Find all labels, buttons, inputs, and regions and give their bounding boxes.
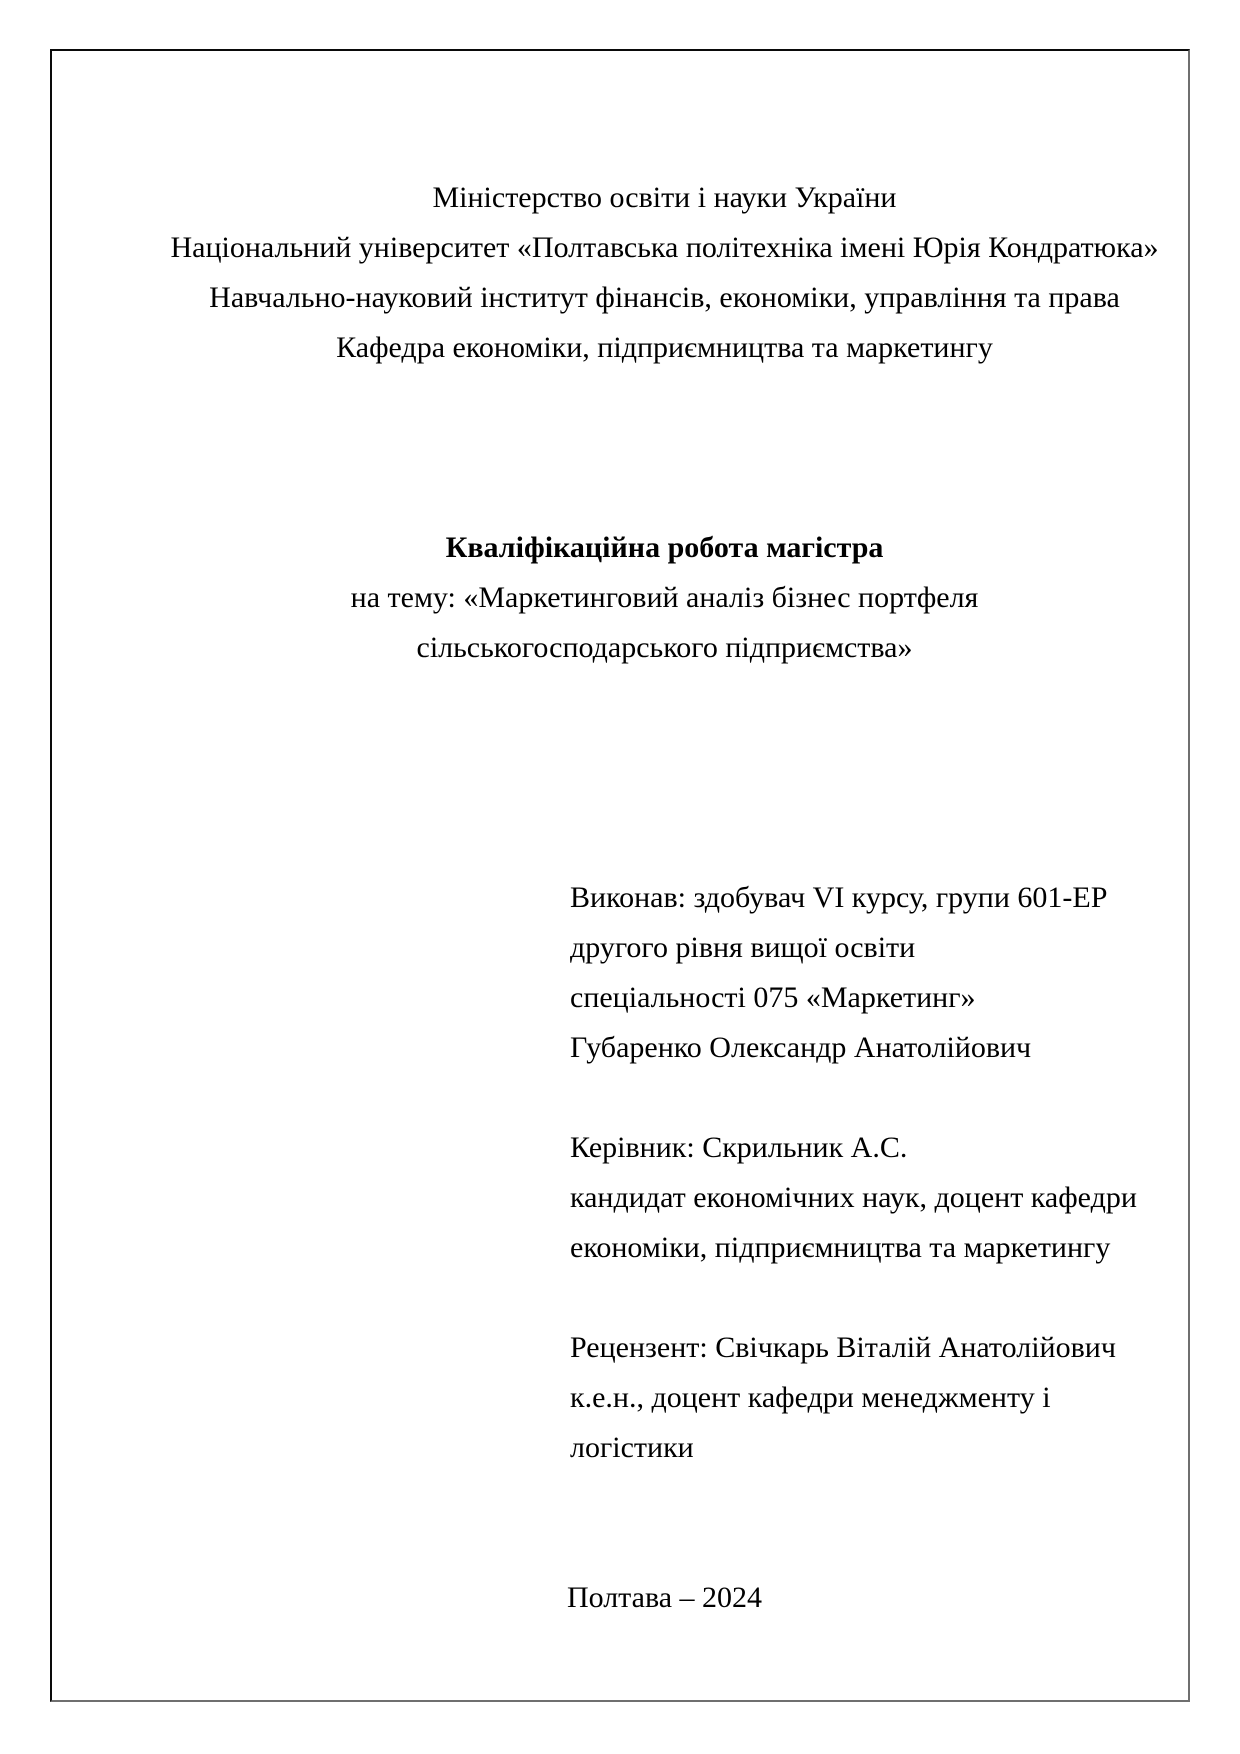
executor-line-1: Виконав: здобувач VI курсу, групи 601-ЕР: [570, 881, 1108, 914]
executor-line-3: спеціальності 075 «Маркетинг»: [570, 981, 976, 1014]
supervisor-paragraph: [570, 1123, 1181, 1273]
thesis-topic-line-2: сільськогосподарського підприємства»: [416, 631, 913, 664]
supervisor-line-1: Керівник: Скрильник А.С.: [570, 1131, 908, 1164]
thesis-title-block: [148, 523, 1181, 673]
executor-line-2: другого рівня вищої освіти: [570, 931, 916, 964]
footer-block: [148, 1573, 1181, 1623]
department-line: Кафедра економіки, підприємництва та маркетингу: [336, 331, 993, 364]
reviewer-line-2: к.е.н., доцент кафедри менеджменту і: [570, 1381, 1051, 1414]
executor-paragraph: [570, 873, 1181, 1073]
supervisor-line-3: економіки, підприємництва та маркетингу: [570, 1231, 1111, 1264]
thesis-type-heading: Кваліфікаційна робота магістра: [445, 531, 884, 564]
institute-line: Навчально-науковий інститут фінансів, економіки, управління та права: [209, 281, 1120, 314]
city-year-line: Полтава – 2024: [566, 1581, 763, 1614]
executor-line-4: Губаренко Олександр Анатолійович: [570, 1031, 1032, 1064]
thesis-topic-line-1: на тему: «Маркетинговий аналіз бізнес портфеля: [350, 581, 979, 614]
university-header: [148, 173, 1181, 373]
university-line: Національний університет «Полтавська політехніка імені Юрія Кондратюка»: [170, 231, 1159, 264]
supervisor-line-2: кандидат економічних наук, доцент кафедри: [570, 1181, 1137, 1214]
reviewer-paragraph: [570, 1323, 1181, 1473]
document-content: [148, 173, 1181, 1623]
ministry-line: Міністерство освіти і науки України: [432, 181, 897, 214]
reviewer-line-3: логістики: [570, 1431, 694, 1464]
reviewer-line-1: Рецензент: Свічкарь Віталій Анатолійович: [570, 1331, 1116, 1364]
credentials-block: [570, 873, 1181, 1473]
